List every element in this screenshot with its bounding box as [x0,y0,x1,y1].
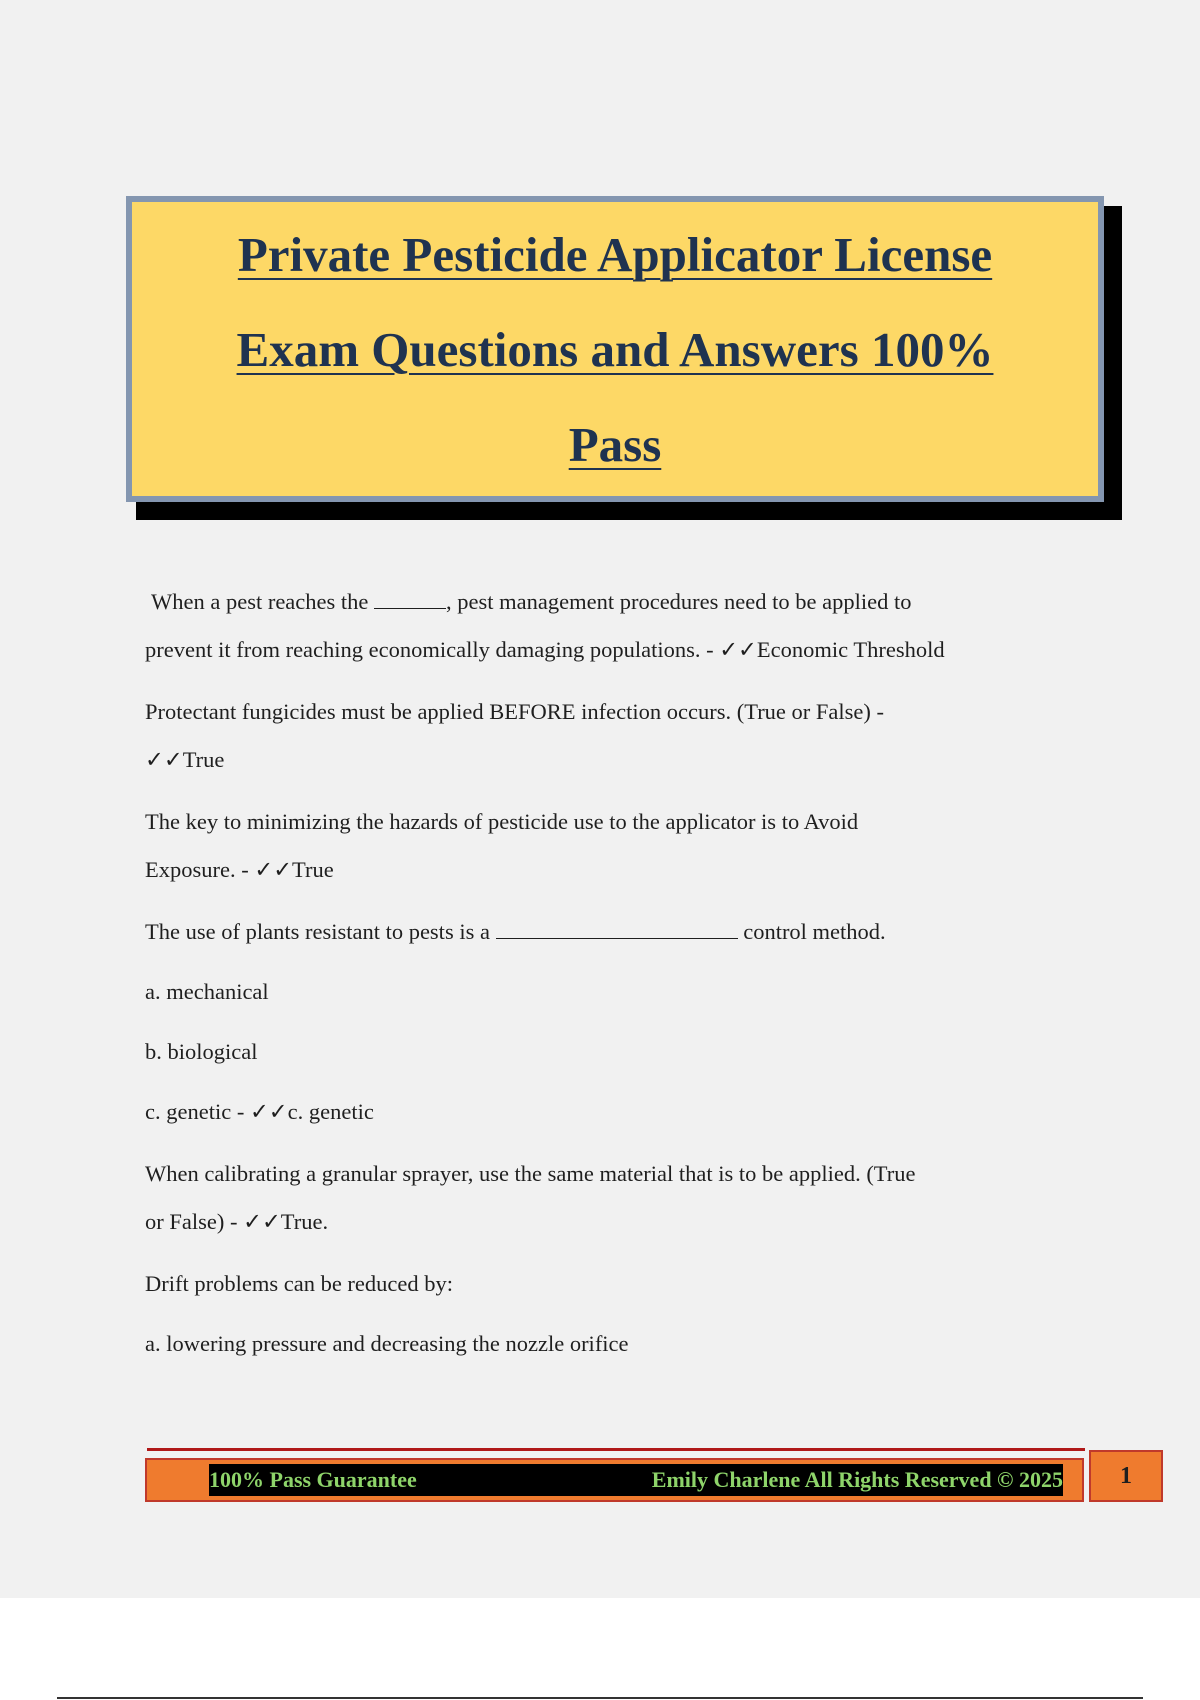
title-line-2: Exam Questions and Answers 100% [236,321,994,377]
question-2-line-2: ✓✓True [145,747,225,772]
footer-bar [145,1458,1084,1502]
fill-in-blank [496,920,738,939]
question-5-line-2: or False) - ✓✓True. [145,1209,329,1234]
question-4-text-before-blank: The use of plants resistant to pests is a [145,919,496,944]
question-4-option-a: a. mechanical [145,979,269,1004]
title-line-3: Pass [568,416,662,472]
question-list [145,578,1095,1380]
footer-copyright-text: Emily Charlene All Rights Reserved © 2025 [651,1467,1063,1492]
page-number: 1 [1089,1450,1163,1502]
question-4-option-b: b. biological [145,1039,258,1064]
bottom-divider [57,1697,1143,1699]
question-3-line-1: The key to minimizing the hazards of pesticide use to the applicator is to Avoid [145,809,859,834]
question-3-line-2: Exposure. - ✓✓True [145,857,334,882]
footer-text-strip [209,1464,1063,1496]
question-1-line-1 [145,578,1095,626]
question-1-line-2: prevent it from reaching economically damaging populations. - ✓✓Economic Threshold [145,637,945,662]
question-4-option-c: c. genetic - ✓✓c. genetic [145,1099,374,1124]
question-2 [145,688,1095,784]
question-3 [145,798,1095,894]
footer-guarantee-text: 100% Pass Guarantee [209,1467,417,1492]
footer-divider [147,1448,1085,1451]
question-6-stem: Drift problems can be reduced by: [145,1271,454,1296]
question-5-line-1: When calibrating a granular sprayer, use the same material that is to be applied. (True [145,1161,916,1186]
question-2-line-1: Protectant fungicides must be applied BEFORE infection occurs. (True or False) - [145,699,885,724]
question-1-text-after-blank: , pest management procedures need to be applied to [446,589,912,614]
question-5 [145,1150,1095,1246]
title-line-1: Private Pesticide Applicator License [237,226,993,282]
title-box [126,196,1104,502]
question-6-option-a: a. lowering pressure and decreasing the nozzle orifice [145,1331,629,1356]
fill-in-blank [374,590,446,609]
question-1-text-before-blank: When a pest reaches the [151,589,375,614]
question-4-stem [145,908,1095,956]
question-4-text-after-blank: control method. [737,919,886,944]
question-1 [145,578,1095,674]
